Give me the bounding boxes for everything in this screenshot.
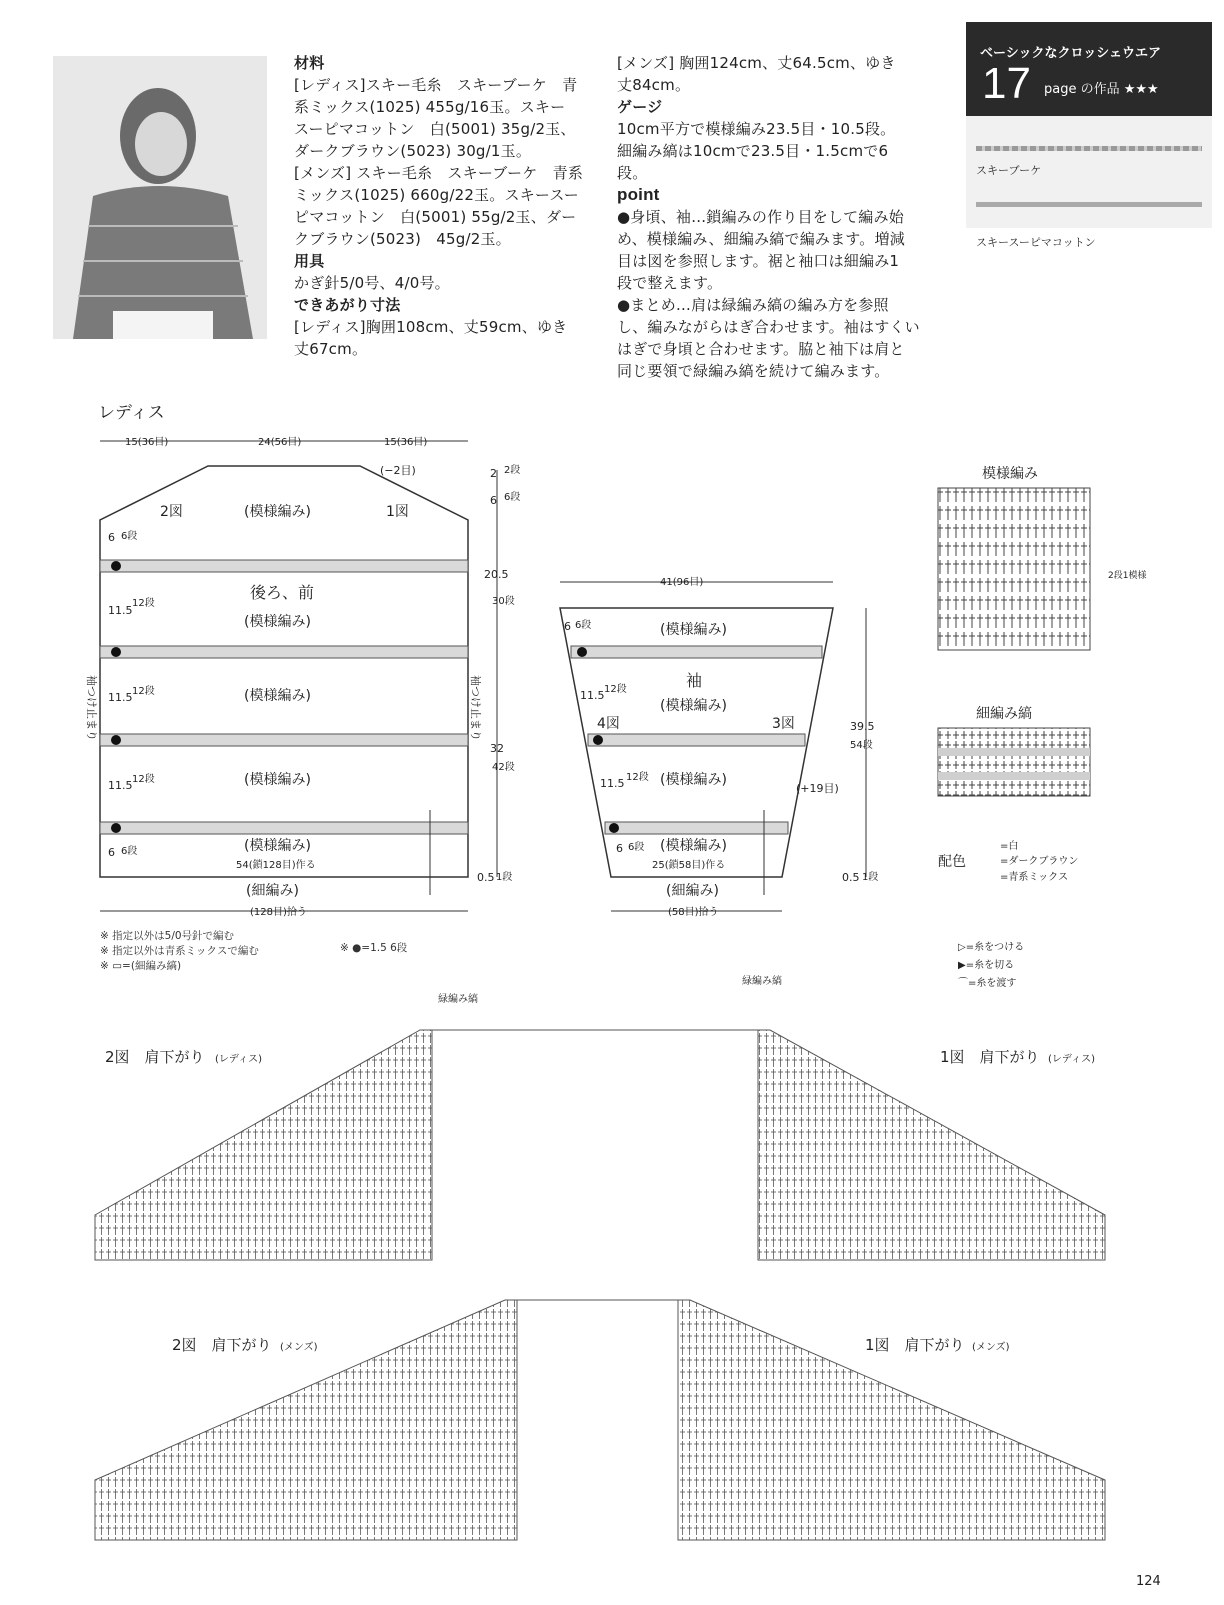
gauge-heading: ゲージ	[617, 98, 663, 116]
materials-line: ミックス(1025) 660g/22玉。スキースー	[294, 186, 579, 204]
chart-subtitle: (レディス)	[215, 1054, 263, 1065]
body-label: 後ろ、前	[250, 583, 315, 602]
legend-title: 細編み縞	[976, 706, 1032, 722]
dim-label: 11.5	[108, 604, 133, 617]
marker-dot	[111, 561, 121, 571]
materials-line: ピマコットン 白(5001) 55g/2玉、ダー	[294, 208, 577, 226]
marker-dot	[111, 823, 121, 833]
dim-label: 6	[490, 494, 497, 507]
rows-label: 1段	[496, 872, 513, 883]
color-key: =青系ミックス	[1000, 872, 1069, 883]
chart-title: 1図 肩下がり	[865, 1336, 965, 1354]
rows-label: 2段	[504, 465, 521, 476]
page-label: page の作品 ★★★	[1044, 82, 1159, 97]
pattern-label: (模様編み)	[660, 622, 727, 638]
stripe-band	[100, 560, 468, 572]
sc-label: (細編み)	[666, 883, 719, 899]
armhole-label: 袖つけ止まり	[469, 675, 482, 741]
stripe-label: 緑編み縞	[438, 994, 478, 1005]
dim-label: 6	[564, 620, 571, 633]
stripe-label: 緑編み縞	[742, 976, 782, 987]
materials-line: [レディス]スキー毛糸 スキーブーケ 青	[294, 76, 578, 94]
chart-subtitle: (メンズ)	[972, 1342, 1010, 1353]
yarn-name: スキーブーケ	[976, 164, 1042, 177]
pattern-label: (模様編み)	[244, 504, 311, 520]
ladies-title: レディス	[98, 403, 165, 423]
fig-label: 2図	[160, 504, 183, 520]
mens-size-line: 丈84cm。	[617, 76, 691, 94]
chart-title: 1図 肩下がり	[940, 1048, 1040, 1066]
stripe-band	[100, 646, 468, 658]
marker-dot	[609, 823, 619, 833]
chain-label: 25(鎖58目)作る	[652, 860, 726, 871]
dim-label: 11.5	[108, 691, 133, 704]
point-line: め、模様編み、細編み縞で編みます。増減	[617, 230, 905, 248]
dim-label: 20.5	[484, 568, 509, 581]
marker-dot	[577, 647, 587, 657]
materials-heading: 材料	[294, 54, 325, 72]
dim-label: 24(56目)	[258, 437, 302, 448]
yarn-name: スキースーピマコットン	[976, 236, 1096, 249]
point-line: ●まとめ…肩は緑編み縞の編み方を参照	[617, 296, 889, 314]
size-line: [レディス]胸囲108cm、丈59cm、ゆき	[294, 318, 568, 336]
page-number: 124	[1136, 1574, 1161, 1589]
chart-subtitle: (メンズ)	[280, 1342, 318, 1353]
stripe-band	[588, 734, 805, 746]
materials-line: ダークブラウン(5023) 30g/1玉。	[294, 142, 532, 160]
dim-label: 32	[490, 742, 504, 755]
note-line: ※ ●=1.5 6段	[340, 942, 408, 954]
size-line: 丈67cm。	[294, 340, 368, 358]
color-key: =ダークブラウン	[1000, 856, 1079, 867]
tools-heading: 用具	[294, 252, 325, 270]
series-title: ベーシックなクロッシェウエア	[980, 46, 1161, 61]
fig-label: 3図	[772, 716, 795, 732]
materials-line: スーピマコットン 白(5001) 35g/2玉、	[294, 120, 576, 138]
point-line: はぎで身頃と合わせます。脇と袖下は肩と	[617, 340, 905, 358]
note-line: ※ 指定以外は青系ミックスで編む	[100, 945, 259, 957]
marker-dot	[111, 647, 121, 657]
dim-label: 0.5	[477, 871, 495, 884]
dim-label: 11.5	[600, 777, 625, 790]
stripe-band	[571, 646, 822, 658]
dim-label: 39.5	[850, 720, 875, 733]
rows-label: 6段	[575, 620, 592, 631]
point-heading: point	[617, 185, 660, 204]
rows-label: 12段	[132, 774, 155, 785]
dim-label: 15(36目)	[384, 437, 428, 448]
colorway-label: 配色	[938, 854, 966, 870]
body-outline	[100, 466, 468, 877]
rows-label: 6段	[504, 492, 521, 503]
dim-label: 11.5	[108, 779, 133, 792]
rows-label: 12段	[132, 598, 155, 609]
dim-label: 41(96目)	[660, 577, 704, 588]
dim-label: 6	[108, 531, 115, 544]
pattern-label: (模様編み)	[244, 688, 311, 704]
point-line: 段で整えます。	[617, 274, 723, 292]
pattern-label: (模様編み)	[244, 614, 311, 630]
sc-label: (細編み)	[246, 883, 299, 899]
legend-title: 模様編み	[982, 466, 1038, 482]
rows-label: 12段	[604, 684, 627, 695]
size-heading: できあがり寸法	[294, 296, 401, 314]
materials-line: 系ミックス(1025) 455g/16玉。スキー	[294, 98, 566, 116]
point-line: し、編みながらはぎ合わせます。袖はすくい	[617, 318, 920, 336]
dim-label: 2	[490, 467, 497, 480]
rows-label: 12段	[626, 772, 649, 783]
dim-label: (+19目)	[796, 782, 839, 795]
pattern-label: (模様編み)	[244, 838, 311, 854]
gauge-line: 10cm平方で模様編み23.5目・10.5段。	[617, 120, 896, 138]
stripe-band	[938, 748, 1090, 756]
point-line: 同じ要領で緑編み縞を続けて編みます。	[617, 362, 890, 380]
point-line: ●身頃、袖…鎖編みの作り目をして編み始	[617, 208, 904, 226]
symbol-key: ▶=糸を切る	[958, 960, 1015, 971]
rows-label: 30段	[492, 596, 515, 607]
dim-label: 15(36目)	[125, 437, 169, 448]
rows-label: 1段	[862, 872, 879, 883]
fig-label: 1図	[386, 504, 409, 520]
symbol-key: ▷=糸をつける	[958, 942, 1025, 953]
rows-label: 6段	[628, 842, 645, 853]
armhole-label: 袖つけ止まり	[85, 675, 98, 741]
sleeve-label: 袖	[686, 671, 703, 690]
pattern-label: (模様編み)	[660, 772, 727, 788]
stripe-band	[100, 822, 468, 834]
repeat-label: 2段1模様	[1108, 571, 1147, 581]
marker-dot	[111, 735, 121, 745]
gauge-line: 細編み縞は10cmで23.5目・1.5cmで6	[617, 142, 889, 160]
rows-label: 54段	[850, 740, 873, 751]
stripe-band	[938, 772, 1090, 780]
chart-title: 2図 肩下がり	[172, 1336, 272, 1354]
materials-line: [メンズ] スキー毛糸 スキーブーケ 青系	[294, 164, 584, 182]
dim-label: 6	[108, 846, 115, 859]
note-line: ※ 指定以外は5/0号針で編む	[100, 930, 235, 942]
rows-label: 6段	[121, 531, 138, 542]
dim-label: 0.5	[842, 871, 860, 884]
chain-label: 54(鎖128目)作る	[236, 860, 316, 871]
point-line: 目は図を参照します。裾と袖口は細編み1	[617, 252, 900, 270]
pickup-label: (128目)拾う	[250, 907, 307, 918]
stripe-band	[100, 734, 468, 746]
dim-label: 11.5	[580, 689, 605, 702]
fig-label: 4図	[597, 716, 620, 732]
rows-label: 42段	[492, 762, 515, 773]
pattern-label: (模様編み)	[660, 698, 727, 714]
dim-label: (−2目)	[380, 464, 416, 477]
stripe-band	[605, 822, 788, 834]
pattern-number: 17	[982, 59, 1031, 108]
chart-subtitle: (レディス)	[1048, 1054, 1096, 1065]
note-line: ※ ▭=(細編み縞)	[100, 960, 182, 972]
pattern-label: (模様編み)	[660, 838, 727, 854]
dim-label: 6	[616, 842, 623, 855]
materials-line: クブラウン(5023) 45g/2玉。	[294, 230, 511, 248]
marker-dot	[593, 735, 603, 745]
rows-label: 12段	[132, 686, 155, 697]
mens-size-line: [メンズ] 胸囲124cm、丈64.5cm、ゆき	[617, 54, 896, 72]
chart-title: 2図 肩下がり	[105, 1048, 205, 1066]
pickup-label: (58目)拾う	[668, 907, 719, 918]
color-key: =白	[1000, 841, 1019, 852]
tools-line: かぎ針5/0号、4/0号。	[294, 274, 450, 292]
gauge-line: 段。	[617, 164, 648, 182]
symbol-key: ⌒=糸を渡す	[958, 978, 1017, 989]
rows-label: 6段	[121, 846, 138, 857]
pattern-label: (模様編み)	[244, 772, 311, 788]
notes	[100, 928, 259, 973]
